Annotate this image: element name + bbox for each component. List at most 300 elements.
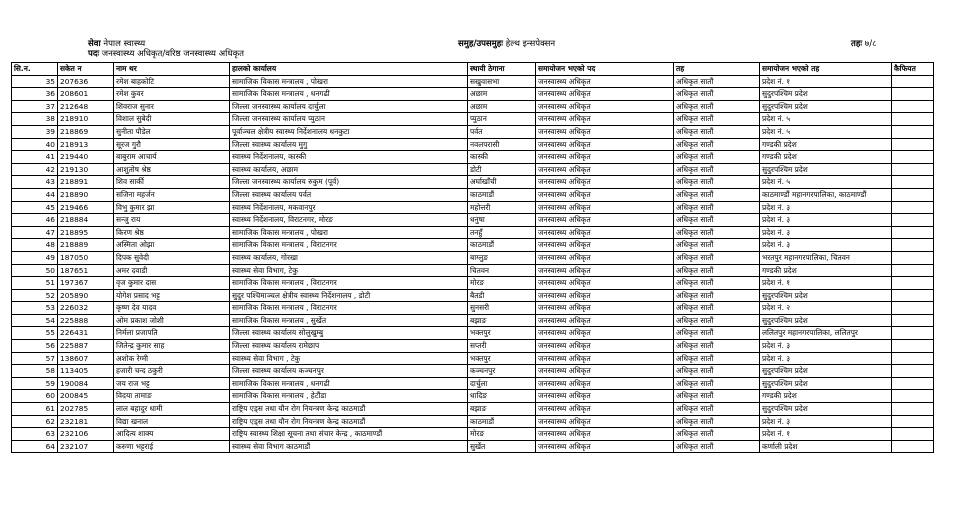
adjusted-level-cell: प्रदेश नं. ३ [760,415,892,428]
code-cell: 218913 [58,138,114,151]
code-cell: 218869 [58,125,114,138]
office-cell: जिल्ला स्वास्थ्य कार्यालय मुगु [230,138,468,151]
column-header: कैफियत [892,63,934,76]
serial-cell: 56 [12,340,58,353]
code-cell: 113405 [58,365,114,378]
code-cell: 219130 [58,163,114,176]
table-row [12,289,934,302]
address-cell: काठमाडौं [468,415,536,428]
level-cell: अधिकृत सातौं [674,163,760,176]
level-cell: अधिकृत सातौं [674,314,760,327]
serial-cell: 58 [12,365,58,378]
level-cell: अधिकृत सातौं [674,390,760,403]
group-line [458,39,555,49]
column-header: सि.न. [12,63,58,76]
name-cell: आदित्य शाक्य [114,428,230,441]
serial-cell: 64 [12,440,58,453]
serial-cell: 53 [12,302,58,315]
code-cell: 225887 [58,340,114,353]
table-row [12,188,934,201]
office-cell: राष्ट्रिय स्वास्थ्य शिक्षा सूचना तथा संचार केन्द्र , काठमाण्डौं [230,428,468,441]
address-cell: कास्की [468,151,536,164]
address-cell: धनुषा [468,214,536,227]
adjusted-level-cell: सुदुरपश्चिम प्रदेश [760,100,892,113]
serial-cell: 57 [12,352,58,365]
table-row [12,277,934,290]
address-cell: तनहुँ [468,226,536,239]
serial-cell: 47 [12,226,58,239]
table-row [12,365,934,378]
column-header: हालको कार्यालय [230,63,468,76]
post-cell: जनस्वास्थ्य अधिकृत [536,176,674,189]
name-cell: आशुतोष श्रेष्ठ [114,163,230,176]
office-cell: स्वास्थ्य निर्देशनालय, विराटनगर, मोरङ [230,214,468,227]
code-cell: 207636 [58,75,114,88]
table-row [12,264,934,277]
post-cell: जनस्वास्थ्य अधिकृत [536,88,674,101]
adjusted-level-cell: प्रदेश नं. ३ [760,239,892,252]
address-cell: सुनसरी [468,302,536,315]
level-cell: अधिकृत सातौं [674,176,760,189]
table-row [12,440,934,453]
name-cell: विद्या खनाल [114,415,230,428]
office-cell: स्वास्थ्य सेवा विभाग, टेकु [230,264,468,277]
serial-cell: 46 [12,214,58,227]
name-cell: ओम प्रकाश जोशी [114,314,230,327]
post-cell: जनस्वास्थ्य अधिकृत [536,264,674,277]
office-cell: सामाजिक विकास मन्त्रालय , पोखरा [230,75,468,88]
office-cell: सुदुर पश्चिमाञ्चल क्षेत्रीय स्वास्थ्य निर्देशनालय , डोटी [230,289,468,302]
post-cell: जनस्वास्थ्य अधिकृत [536,188,674,201]
serial-cell: 37 [12,100,58,113]
level-cell: अधिकृत सातौं [674,365,760,378]
name-cell: योगेश प्रसाद भट्ट [114,289,230,302]
remarks-cell [892,138,934,151]
column-header: सकेत न [58,63,114,76]
name-cell: दिपक सुवेदी [114,251,230,264]
adjusted-level-cell: ललितपुर महानगरपालिका, ललितपुर [760,327,892,340]
name-cell: लाल बहादुर धामी [114,403,230,416]
address-cell: भक्तपुर [468,352,536,365]
level-label: तहः [851,39,863,49]
column-header: तह [674,63,760,76]
name-cell: करुणा भट्टराई [114,440,230,453]
serial-cell: 61 [12,403,58,416]
adjusted-level-cell: सुदुरपश्चिम प्रदेश [760,163,892,176]
table-row [12,428,934,441]
level-cell: अधिकृत सातौं [674,151,760,164]
address-cell: सखुवासभा [468,75,536,88]
code-cell: 225888 [58,314,114,327]
level-cell: अधिकृत सातौं [674,201,760,214]
address-cell: बझाङ [468,314,536,327]
group-label: समुह/उपसमुहः [458,39,503,49]
address-cell: मोरङ [468,428,536,441]
name-cell: सन्जु राय [114,214,230,227]
level-cell: अधिकृत सातौं [674,440,760,453]
post-cell: जनस्वास्थ्य अधिकृत [536,415,674,428]
level-cell: अधिकृत सातौं [674,239,760,252]
level-cell: अधिकृत सातौं [674,188,760,201]
level-cell: अधिकृत सातौं [674,214,760,227]
remarks-cell [892,163,934,176]
table-row [12,403,934,416]
address-cell: पर्वत [468,125,536,138]
office-cell: स्वास्थ्य सेवा विभाग , टेकु [230,352,468,365]
serial-cell: 40 [12,138,58,151]
address-cell: बझाङ [468,403,536,416]
office-cell: सामाजिक विकास मन्त्रालय , धनगढी [230,88,468,101]
remarks-cell [892,75,934,88]
group-value: हेल्थ इन्सपेक्सन [505,39,556,49]
remarks-cell [892,188,934,201]
address-cell: कञ्चनपुर [468,365,536,378]
adjusted-level-cell: गण्डकी प्रदेश [760,264,892,277]
code-cell: 226431 [58,327,114,340]
code-cell: 232107 [58,440,114,453]
remarks-cell [892,327,934,340]
address-cell: धादिङ [468,390,536,403]
office-cell: जिल्ला स्वास्थ्य कार्यालय सोलुखुम्बु [230,327,468,340]
table-row [12,201,934,214]
serial-cell: 62 [12,415,58,428]
name-cell: जय राज भट्ट [114,377,230,390]
table-row [12,88,934,101]
address-cell: नवलपरासी [468,138,536,151]
serial-cell: 41 [12,151,58,164]
adjusted-level-cell: प्रदेश नं. २ [760,302,892,315]
level-cell: अधिकृत सातौं [674,75,760,88]
post-cell: जनस्वास्थ्य अधिकृत [536,251,674,264]
post-cell: जनस्वास्थ्य अधिकृत [536,340,674,353]
adjusted-level-cell: भरतपुर महानगरपालिका, चितवन [760,251,892,264]
remarks-cell [892,340,934,353]
column-header: समायोजन भएको तह [760,63,892,76]
office-cell: जिल्ला स्वास्थ्य कार्यालय रामेछाप [230,340,468,353]
office-cell: सामाजिक विकास मन्त्रालय , धनगढी [230,377,468,390]
remarks-cell [892,365,934,378]
post-cell: जनस्वास्थ्य अधिकृत [536,201,674,214]
column-header: स्थायी ठेगाना [468,63,536,76]
office-cell: जिल्ला जनस्वास्थ्य कार्यालय दार्चुला [230,100,468,113]
remarks-cell [892,289,934,302]
address-cell: भक्तपुर [468,327,536,340]
office-cell: पूर्वाञ्चल क्षेत्रीय स्वास्थ्य निर्देशनालय धनकुटा [230,125,468,138]
adjusted-level-cell: प्रदेश नं. १ [760,428,892,441]
level-cell: अधिकृत सातौं [674,138,760,151]
name-cell: अशोक रेग्मी [114,352,230,365]
office-cell: सामाजिक विकास मन्त्रालय , विराटनगर [230,277,468,290]
level-cell: अधिकृत सातौं [674,302,760,315]
level-cell: अधिकृत सातौं [674,125,760,138]
adjusted-level-cell: प्रदेश नं. ३ [760,214,892,227]
code-cell: 200845 [58,390,114,403]
serial-cell: 50 [12,264,58,277]
table-row [12,251,934,264]
address-cell: दार्चुला [468,377,536,390]
serial-cell: 35 [12,75,58,88]
post-cell: जनस्वास्थ्य अधिकृत [536,239,674,252]
serial-cell: 38 [12,113,58,126]
post-cell: जनस्वास्थ्य अधिकृत [536,138,674,151]
serial-cell: 51 [12,277,58,290]
table-row [12,377,934,390]
office-cell: जिल्ला जनस्वास्थ्य कार्यालय रुकुम (पूर्व) [230,176,468,189]
post-line [88,49,244,59]
remarks-cell [892,314,934,327]
name-cell: सूरज गुरौ [114,138,230,151]
table-row [12,327,934,340]
post-cell: जनस्वास्थ्य अधिकृत [536,377,674,390]
table-row [12,125,934,138]
adjusted-level-cell: प्रदेश नं. ५ [760,125,892,138]
serial-cell: 60 [12,390,58,403]
office-cell: राष्ट्रिय एड्स तथा यौन रोग नियन्त्रण केन्द्र काठमाडौं [230,403,468,416]
table-header-row [12,63,934,76]
office-cell: राष्ट्रिय एड्स तथा यौन रोग नियन्त्रण केन्द्र काठमाडौं [230,415,468,428]
office-cell: सामाजिक विकास मन्त्रालय , हेटौंडा [230,390,468,403]
adjusted-level-cell: प्रदेश नं. ५ [760,113,892,126]
office-cell: जिल्ला स्वास्थ्य कार्यालय कञ्चनपुर [230,365,468,378]
serial-cell: 52 [12,289,58,302]
office-cell: सामाजिक विकास मन्त्रालय , सुर्खेत [230,314,468,327]
office-cell: स्वास्थ्य कार्यालय, अछाम [230,163,468,176]
name-cell: कृष्ण देव यादव [114,302,230,315]
code-cell: 187651 [58,264,114,277]
serial-cell: 49 [12,251,58,264]
code-cell: 190084 [58,377,114,390]
office-cell: सामाजिक विकास मन्त्रालय , विराटनगर [230,239,468,252]
name-cell: वृज कुमार दास [114,277,230,290]
level-cell: अधिकृत सातौं [674,327,760,340]
address-cell: प्युठान [468,113,536,126]
address-cell: सप्तरी [468,340,536,353]
code-cell: 218884 [58,214,114,227]
table-row [12,75,934,88]
table-row [12,352,934,365]
address-cell: काठमाडौं [468,239,536,252]
level-cell: अधिकृत सातौं [674,88,760,101]
adjusted-level-cell: प्रदेश नं. ५ [760,176,892,189]
remarks-cell [892,377,934,390]
level-cell: अधिकृत सातौं [674,415,760,428]
level-cell: अधिकृत सातौं [674,251,760,264]
remarks-cell [892,264,934,277]
name-cell: विशाल सुबेदी [114,113,230,126]
code-cell: 226032 [58,302,114,315]
code-cell: 208601 [58,88,114,101]
remarks-cell [892,100,934,113]
code-cell: 232106 [58,428,114,441]
address-cell: काठमाडौं [468,188,536,201]
adjusted-level-cell: सुदुरपश्चिम प्रदेश [760,403,892,416]
table-row [12,314,934,327]
office-cell: जिल्ला स्वास्थ्य कार्यालय पर्वत [230,188,468,201]
address-cell: महोत्तरी [468,201,536,214]
serial-cell: 63 [12,428,58,441]
name-cell: जितेन्द्र कुमार साह [114,340,230,353]
code-cell: 232181 [58,415,114,428]
name-cell: शिवराज सुनार [114,100,230,113]
level-cell: अधिकृत सातौं [674,264,760,277]
name-cell: विदया तामाङ [114,390,230,403]
address-cell: अछाम [468,88,536,101]
serial-cell: 59 [12,377,58,390]
name-cell: हजारी चन्द ठकुरी [114,365,230,378]
table-row [12,138,934,151]
serial-cell: 55 [12,327,58,340]
address-cell: बाग्लुङ [468,251,536,264]
remarks-cell [892,352,934,365]
remarks-cell [892,251,934,264]
code-cell: 218910 [58,113,114,126]
remarks-cell [892,302,934,315]
remarks-cell [892,226,934,239]
code-cell: 218891 [58,176,114,189]
adjustment-table [11,62,934,453]
office-cell: सामाजिक विकास मन्त्रालय , पोखरा [230,226,468,239]
code-cell: 218890 [58,188,114,201]
office-cell: स्वास्थ्य सेवा विभाग काठमाडौं [230,440,468,453]
address-cell: सुर्खेत [468,440,536,453]
name-cell: रमेश कुवर [114,88,230,101]
serial-cell: 43 [12,176,58,189]
post-cell: जनस्वास्थ्य अधिकृत [536,125,674,138]
serial-cell: 42 [12,163,58,176]
remarks-cell [892,239,934,252]
level-cell: अधिकृत सातौं [674,226,760,239]
code-cell: 138607 [58,352,114,365]
office-cell: स्वास्थ्य कार्यालय, गोरखा [230,251,468,264]
column-header: समायोजन भएको पद [536,63,674,76]
adjusted-level-cell: सुदुरपश्चिम प्रदेश [760,377,892,390]
code-cell: 205890 [58,289,114,302]
adjusted-level-cell: गण्डकी प्रदेश [760,138,892,151]
code-cell: 212648 [58,100,114,113]
service-line [88,39,145,49]
code-cell: 187050 [58,251,114,264]
serial-cell: 36 [12,88,58,101]
level-cell: अधिकृत सातौं [674,277,760,290]
post-cell: जनस्वास्थ्य अधिकृत [536,390,674,403]
address-cell: बैतडी [468,289,536,302]
table-row [12,151,934,164]
level-cell: अधिकृत सातौं [674,100,760,113]
remarks-cell [892,428,934,441]
post-cell: जनस्वास्थ्य अधिकृत [536,314,674,327]
post-cell: जनस्वास्थ्य अधिकृत [536,163,674,176]
post-cell: जनस्वास्थ्य अधिकृत [536,403,674,416]
post-cell: जनस्वास्थ्य अधिकृत [536,440,674,453]
serial-cell: 44 [12,188,58,201]
adjusted-level-cell: प्रदेश नं. ३ [760,340,892,353]
remarks-cell [892,151,934,164]
remarks-cell [892,403,934,416]
table-row [12,226,934,239]
table-row [12,340,934,353]
level-cell: अधिकृत सातौं [674,428,760,441]
level-cell: अधिकृत सातौं [674,377,760,390]
office-cell: जिल्ला जनस्वास्थ्य कार्यालय प्युठान [230,113,468,126]
table-row [12,390,934,403]
adjusted-level-cell: गण्डकी प्रदेश [760,151,892,164]
remarks-cell [892,277,934,290]
adjusted-level-cell: काठमाण्डौं महानगरपालिका, काठमाण्डौं [760,188,892,201]
office-cell: सामाजिक विकास मन्त्रालय , विराटनगर [230,302,468,315]
post-cell: जनस्वास्थ्य अधिकृत [536,365,674,378]
name-cell: शिव सार्की [114,176,230,189]
level-cell: अधिकृत सातौं [674,113,760,126]
remarks-cell [892,440,934,453]
post-cell: जनस्वास्थ्य अधिकृत [536,352,674,365]
adjusted-level-cell: प्रदेश नं. ३ [760,201,892,214]
remarks-cell [892,88,934,101]
name-cell: विभु कुमार झा [114,201,230,214]
level-value: ७/८ [864,39,877,49]
table-row [12,113,934,126]
serial-cell: 39 [12,125,58,138]
table-row [12,302,934,315]
post-cell: जनस्वास्थ्य अधिकृत [536,302,674,315]
adjusted-level-cell: सुदुरपश्चिम प्रदेश [760,289,892,302]
table-row [12,100,934,113]
level-cell: अधिकृत सातौं [674,403,760,416]
level-line [851,39,877,49]
code-cell: 197367 [58,277,114,290]
post-value: जनस्वास्थ्य अधिकृत/वरिष्ठ जनस्वास्थ्य अधिकृत [101,49,244,59]
post-label: पदः [88,49,100,59]
name-cell: रमेश बाहकोटि [114,75,230,88]
address-cell: अछाम [468,100,536,113]
post-cell: जनस्वास्थ्य अधिकृत [536,214,674,227]
table-row [12,214,934,227]
serial-cell: 45 [12,201,58,214]
remarks-cell [892,390,934,403]
column-header: नाम थर [114,63,230,76]
remarks-cell [892,176,934,189]
remarks-cell [892,125,934,138]
level-cell: अधिकृत सातौं [674,352,760,365]
remarks-cell [892,113,934,126]
table-row [12,415,934,428]
code-cell: 219440 [58,151,114,164]
adjusted-level-cell: सुदुरपश्चिम प्रदेश [760,365,892,378]
name-cell: सुनीता पौडेल [114,125,230,138]
address-cell: मोरङ [468,277,536,290]
remarks-cell [892,214,934,227]
serial-cell: 48 [12,239,58,252]
name-cell: अमर दवाडी [114,264,230,277]
table-body [12,75,934,453]
code-cell: 218895 [58,226,114,239]
post-cell: जनस्वास्थ्य अधिकृत [536,75,674,88]
post-cell: जनस्वास्थ्य अधिकृत [536,277,674,290]
adjusted-level-cell: प्रदेश नं. ३ [760,352,892,365]
code-cell: 202785 [58,403,114,416]
post-cell: जनस्वास्थ्य अधिकृत [536,100,674,113]
code-cell: 219466 [58,201,114,214]
table-row [12,163,934,176]
post-cell: जनस्वास्थ्य अधिकृत [536,428,674,441]
address-cell: अर्घाखाँची [468,176,536,189]
level-cell: अधिकृत सातौं [674,340,760,353]
name-cell: किरण श्रेष्ठ [114,226,230,239]
adjusted-level-cell: प्रदेश नं. १ [760,75,892,88]
post-cell: जनस्वास्थ्य अधिकृत [536,226,674,239]
office-cell: स्वास्थ्य निर्देशनालय, कास्की [230,151,468,164]
name-cell: बाबुराम आचार्य [114,151,230,164]
name-cell: अस्मिता ओझा [114,239,230,252]
